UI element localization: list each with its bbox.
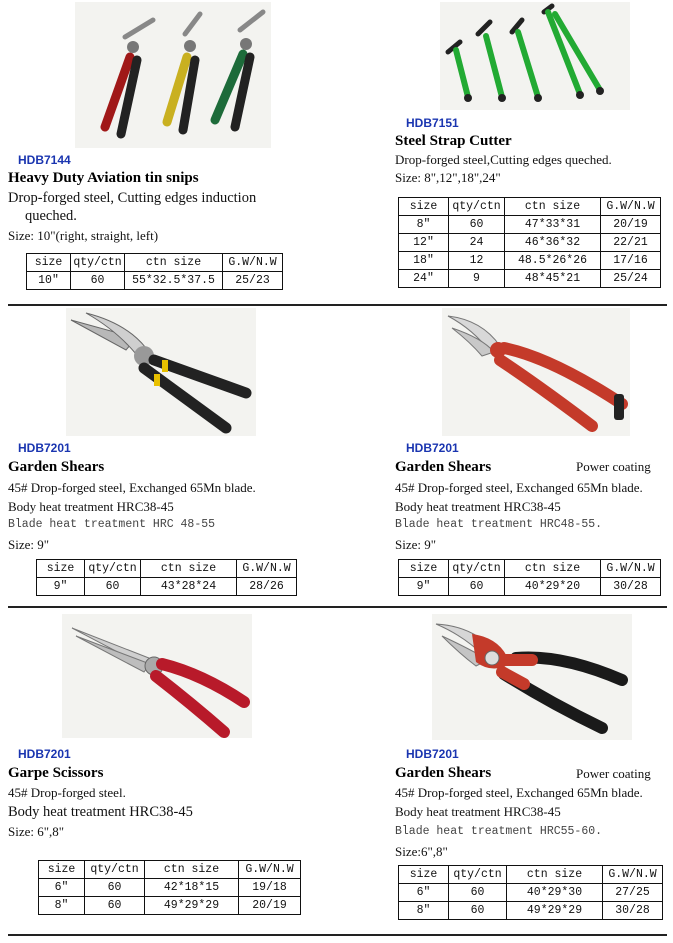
table-header-row [39,861,301,879]
table-cell: 55*32.5*37.5 [125,272,223,290]
product-desc-line: Blade heat treatment HRC 48-55 [8,518,216,531]
col-header: G.W/N.W [237,560,297,578]
product-size-line: Size: 8",12",18",24" [395,170,501,185]
coating-note: Power coating [576,459,651,474]
product-desc-line: Body heat treatment HRC38-45 [8,804,193,820]
garden-shears-red-black-photo [432,614,632,740]
col-header: size [399,866,449,884]
product-desc-line: 45# Drop-forged steel, Exchanged 65Mn blade. [8,480,256,495]
section-divider [8,934,667,936]
table-cell: 60 [449,216,505,234]
spec-table [398,559,661,596]
table-cell: 48.5*26*26 [505,252,601,270]
spec-table [26,253,283,290]
table-cell: 60 [71,272,125,290]
table-cell: 30/28 [601,578,661,596]
table-row [37,578,297,596]
table-cell: 9 [449,270,505,288]
product-title: Garden Shears [395,459,492,475]
table-cell: 25/23 [223,272,283,290]
col-header: ctn size [145,861,239,879]
table-cell: 6" [39,879,85,897]
strap-cutter-photo [440,2,630,110]
table-cell: 47*33*31 [505,216,601,234]
spec-table [36,559,297,596]
col-header: qty/ctn [449,866,507,884]
table-cell: 12 [449,252,505,270]
product-code: HDB7201 [406,441,459,455]
table-header-row [27,254,283,272]
col-header: qty/ctn [71,254,125,272]
product-desc-line: Body heat treatment HRC38-45 [395,499,561,514]
col-header: size [39,861,85,879]
table-cell: 28/26 [237,578,297,596]
col-header: qty/ctn [85,861,145,879]
product-desc-line: Blade heat treatment HRC55-60. [395,825,603,838]
table-row [399,234,661,252]
product-code: HDB7201 [18,441,71,455]
table-cell: 8" [399,216,449,234]
product-size-line: Size: 6",8" [8,824,65,839]
section-divider [8,304,667,306]
table-row [399,270,661,288]
table-cell: 40*29*30 [507,884,603,902]
garden-shears-photo [66,308,256,436]
table-cell: 12" [399,234,449,252]
col-header: G.W/N.W [601,198,661,216]
col-header: size [399,198,449,216]
table-row [399,902,663,920]
table-row [399,216,661,234]
col-header: qty/ctn [85,560,141,578]
table-cell: 40*29*20 [505,578,601,596]
tin-snips-photo [75,2,271,148]
table-cell: 27/25 [603,884,663,902]
col-header: size [27,254,71,272]
table-cell: 10" [27,272,71,290]
product-desc-line: queched. [25,208,77,224]
product-desc-line: Drop-forged steel,Cutting edges queched. [395,152,612,167]
product-desc-line: Body heat treatment HRC38-45 [8,499,174,514]
table-cell: 43*28*24 [141,578,237,596]
table-row [399,252,661,270]
product-code: HDB7201 [406,747,459,761]
table-cell: 17/16 [601,252,661,270]
product-title: Heavy Duty Aviation tin snips [8,170,199,186]
table-cell: 24" [399,270,449,288]
table-cell: 46*36*32 [505,234,601,252]
table-row [39,879,301,897]
table-cell: 49*29*29 [507,902,603,920]
col-header: size [37,560,85,578]
coating-note: Power coating [576,766,651,781]
table-cell: 9" [399,578,449,596]
table-cell: 60 [85,897,145,915]
table-cell: 30/28 [603,902,663,920]
table-cell: 20/19 [601,216,661,234]
col-header: size [399,560,449,578]
col-header: G.W/N.W [239,861,301,879]
table-cell: 60 [449,902,507,920]
table-cell: 20/19 [239,897,301,915]
table-row [27,272,283,290]
table-cell: 60 [449,578,505,596]
spec-table [398,197,661,288]
product-size-line: Size: 9" [8,537,50,552]
table-row [399,884,663,902]
product-desc-line: 45# Drop-forged steel. [8,785,126,800]
product-title: Garden Shears [395,765,492,781]
col-header: qty/ctn [449,198,505,216]
col-header: ctn size [505,198,601,216]
product-code: HDB7151 [406,116,459,130]
col-header: G.W/N.W [223,254,283,272]
col-header: ctn size [505,560,601,578]
col-header: ctn size [125,254,223,272]
product-code: HDB7144 [18,153,71,167]
product-size-line: Size: 9" [395,537,437,552]
product-title: Garden Shears [8,459,105,475]
grape-scissors-photo [62,614,252,738]
table-header-row [37,560,297,578]
table-header-row [399,198,661,216]
product-title: Steel Strap Cutter [395,133,512,149]
product-desc-line: 45# Drop-forged steel, Exchanged 65Mn blade. [395,480,643,495]
table-cell: 42*18*15 [145,879,239,897]
spec-table [398,865,663,920]
table-cell: 24 [449,234,505,252]
product-desc-line: Blade heat treatment HRC48-55. [395,518,603,531]
spec-table [38,860,301,915]
product-size-line: Size: 10"(right, straight, left) [8,228,159,243]
table-cell: 8" [399,902,449,920]
table-cell: 49*29*29 [145,897,239,915]
product-title: Garpe Scissors [8,765,104,781]
table-cell: 6" [399,884,449,902]
table-row [399,578,661,596]
section-divider [8,606,667,608]
col-header: ctn size [507,866,603,884]
table-cell: 60 [85,879,145,897]
col-header: G.W/N.W [603,866,663,884]
col-header: ctn size [141,560,237,578]
table-cell: 60 [85,578,141,596]
col-header: G.W/N.W [601,560,661,578]
table-cell: 18" [399,252,449,270]
garden-shears-red-photo [442,308,630,436]
col-header: qty/ctn [449,560,505,578]
product-desc-line: Drop-forged steel, Cutting edges induction [8,190,257,206]
table-cell: 9" [37,578,85,596]
table-cell: 22/21 [601,234,661,252]
product-desc-line: 45# Drop-forged steel, Exchanged 65Mn blade. [395,785,643,800]
table-row [39,897,301,915]
product-desc-line: Body heat treatment HRC38-45 [395,804,561,819]
product-size-line: Size:6",8" [395,844,448,859]
table-header-row [399,560,661,578]
product-code: HDB7201 [18,747,71,761]
table-cell: 8" [39,897,85,915]
table-cell: 60 [449,884,507,902]
table-cell: 25/24 [601,270,661,288]
table-cell: 48*45*21 [505,270,601,288]
table-cell: 19/18 [239,879,301,897]
table-header-row [399,866,663,884]
